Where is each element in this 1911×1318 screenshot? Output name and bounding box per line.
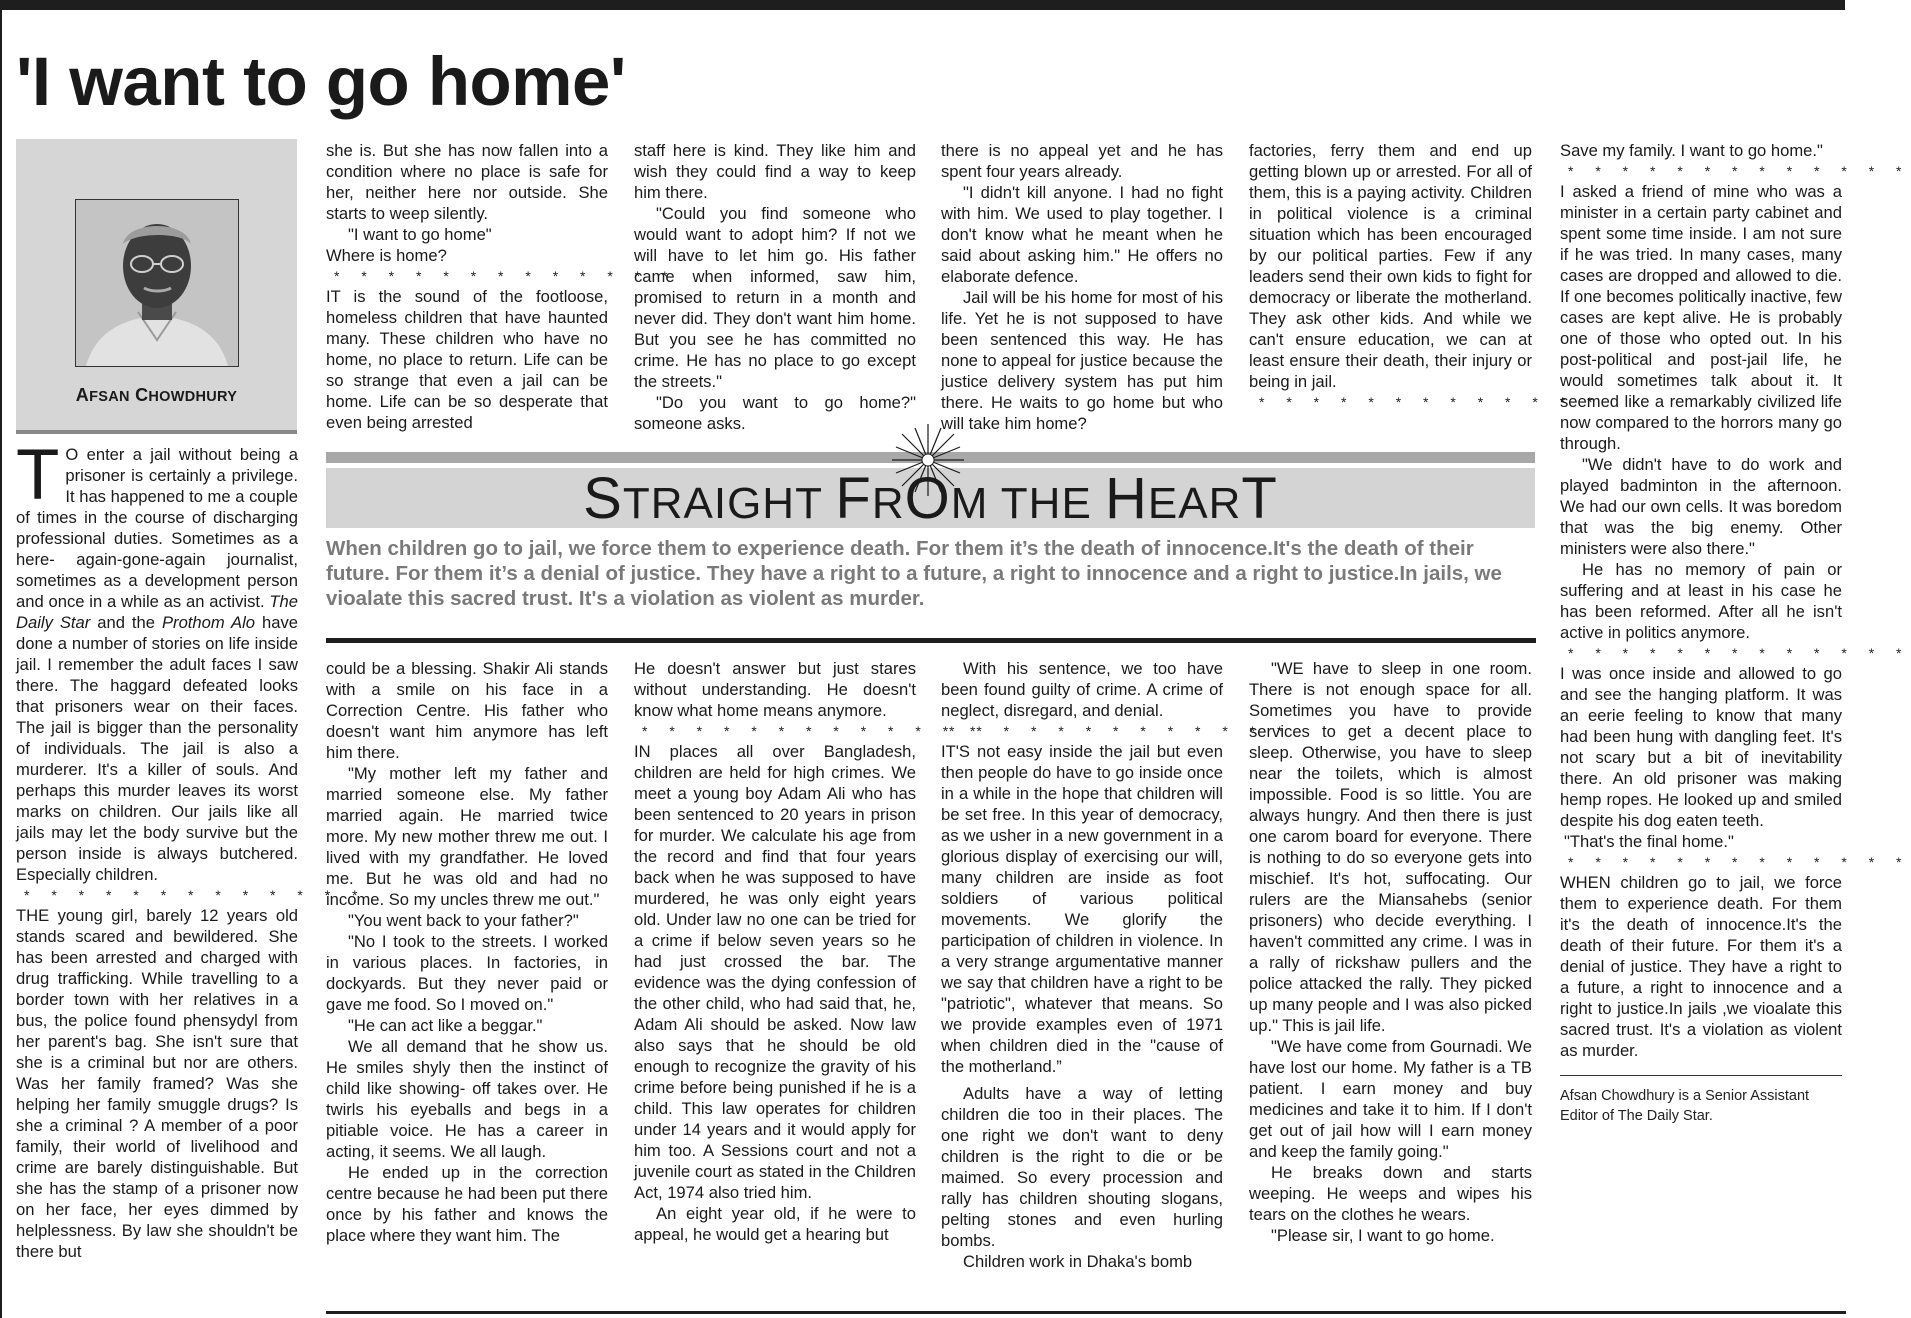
pull-quote-rule <box>326 638 1536 643</box>
paragraph: IT'S not easy inside the jail but even then people do have to go inside once in a while in the hope that children will be set free. In this year of democracy, as we usher in a new government in a glorious display of exercising our will, many children are inside as foot soldiers of various political movements. We glorify the participation of children in violence. In a very strange argumentative manner we say that children have a right to be "patriotic", whatever that means. So we provide examples even of 1971 when children died in the "cause of the motherland.” <box>941 742 1223 1076</box>
byline-rule <box>16 430 297 434</box>
byline-box <box>16 139 297 430</box>
author-portrait-illustration <box>76 200 238 366</box>
quote-line: "I want to go home" <box>348 225 492 244</box>
paragraph: An eight year old, if he were to appeal, he would get a hearing but <box>634 1204 916 1244</box>
paragraph: Where is home? <box>326 246 447 265</box>
paragraph: "That's the final home." <box>1564 832 1734 851</box>
section-divider: * * * * * * * * * * * * * <box>334 268 677 284</box>
column-4-top <box>941 140 1223 434</box>
paragraph: Jail will be his home for most of his life. Yet he is not supposed to have been sentenced this way. He has none to appeal for justice because the justice delivery system has put him there. He waits to go home but who will take him home? <box>941 288 1223 433</box>
paragraph: "You went back to your father?" <box>348 911 579 930</box>
section-divider: * * * * * * * * * * * * * <box>1568 645 1911 661</box>
bottom-rule <box>326 1311 1846 1314</box>
paragraph: staff here is kind. They like him and wish they could find a way to keep him there. <box>634 141 916 202</box>
paragraph: He ended up in the correction centre because he had been put there once by his father and knows the place where they want him. The <box>326 1163 608 1245</box>
paragraph: IT is the sound of the footloose, homeless children that have haunted many. These children who have no home, no place to return. Life can be so strange that even a jail can be home. Life can be so desperate that even being arrested <box>326 287 608 432</box>
column-5-top <box>1249 140 1602 412</box>
paragraph: Children work in Dhaka's bomb <box>963 1252 1193 1271</box>
paragraph: T O enter a jail without being a prisoner is certainly a privilege. It has happened to me a couple of times in the course of discharging professional duties. Sometimes as a here- again-gone-again journalist, sometimes as a development person and once in a while as an activist. The Daily Star and the Prothom Alo have done a number of stories on life inside jail. I remember the adult faces I saw there. The haggard defeated looks that prisoners wear on their faces. The jail is bigger than the personality of individuals. The jail is also a murderer. It's a killer of souls. And perhaps this murder leaves its worst marks on children. Our jails like all jails may let the body survive but the person inside is always butchered. Especially children. <box>16 436 298 884</box>
paragraph: He doesn't answer but just stares without understanding. He doesn't know what home means anymore. <box>634 659 916 720</box>
author-name: AFSAN CHOWDHURY <box>75 385 238 405</box>
paragraph: "We have come from Gournadi. We have lost our home. My father is a TB patient. I earn money and buy medicines and take it to him. If I don't get out of jail how will I earn money and keep the family going." <box>1249 1037 1532 1161</box>
column-1 <box>16 436 367 1262</box>
paragraph: Save my family. I want to go home." <box>1560 141 1823 160</box>
paragraph: "WE have to sleep in one room. There is not enough space for all. Sometimes you have to provide services to get a decent place to sleep. Otherwise, you have to sleep near the toilets, which is almost impossible. Food is so little. You are always hungry. And then there is just one carom board for everyone. There is nothing to do so everyone gets into mischief. It's hot, suffocating. Our rulers are the Miansahebs (senior prisoners) who decide everything. I haven't committed any crime. I was in a rally of rickshaw pullers and the police attacked the rally. They picked up many people and I was also picked up." This is jail life. <box>1249 659 1532 1035</box>
paragraph: factories, ferry them and end up getting blown up or arrested. For all of them, this is a paying activity. Children in political violence is a criminal situation which has been encouraged by our political parties. Few if any leaders send their own kids to fight for democracy or liberate the motherland. They ask other kids. And while we can't ensure education, we can at least ensure their death, their injury or being in jail. <box>1249 141 1532 391</box>
paragraph: I asked a friend of mine who was a minister in a certain party cabinet and spent some time inside. I am not sure if he was tried. In many cases, many cases are dropped and allowed to die. If one becomes politically inactive, few cases are kept alive. He is probably one of those who opted out. In his post-political and post-jail life, he would sometimes talk about it. It seemed like a remarkably civilized life now compared to the horrors many go through. <box>1560 182 1842 453</box>
paragraph: "No I took to the streets. I worked in various places. In factories, in dockyards. But they never paid or gave me food. So I moved on." <box>326 932 608 1014</box>
drop-cap: T <box>16 436 60 515</box>
paragraph: could be a blessing. Shakir Ali stands with a smile on his face in a Correction Centre. His father who doesn't want him anymore has left him there. <box>326 659 608 762</box>
publication-name: Prothom Alo <box>161 613 256 632</box>
paragraph: "He can act like a beggar." <box>348 1016 543 1035</box>
left-rule <box>0 0 2 1318</box>
paragraph: THE young girl, barely 12 years old stands scared and bewildered. She has been arrested and charged with drug trafficking. While travelling to a border town with her relatives in a bus, the police found phensydyl from her parent's bag. She isn't sure that she is a criminal but nor are others. Was her family framed? Was she helping her family smuggle drugs? Is she a criminal ? A member of a poor family, their world of livelihood and crime are barely distinguishable. But she has the stamp of a prisoner now on her face, her eyes dimmed by helplessness. By law she shouldn't be there but <box>16 906 298 1261</box>
author-photo <box>75 199 239 367</box>
author-note: Afsan Chowdhury is a Senior Assistant Editor of The Daily Star. <box>1560 1088 1810 1124</box>
paragraph: "My mother left my father and married someone else. My father married again. He married twice more. My new mother threw me out. I lived with my grandfather. He loved me. But he was old and had no income. So my uncles threw me out." <box>326 764 608 909</box>
paragraph: He has no memory of pain or suffering and at least in his case he has been reformed. After all he isn't active in politics anymore. <box>1560 560 1842 642</box>
paragraph: "Please sir, I want to go home. <box>1271 1226 1495 1245</box>
paragraph: We all demand that he show us. He smiles shyly then the instinct of child like showing- off takes over. He twirls his eyeballs and begs in a pitiable voice. He has a career in acting, it seems. We all laugh. <box>326 1037 608 1161</box>
paragraph: "We didn't have to do work and played badminton in the afternoon. We had our own cells. It was boredom that was the big enemy. Other ministers were also there." <box>1560 455 1842 558</box>
column-5-bottom <box>1249 658 1532 1246</box>
banner-title: STRAIGHT FROM THE HEART <box>583 466 1278 531</box>
paragraph: WHEN children go to jail, we force them to experience death. For them it's the death of innocence.It's the death of their future. For them it's a denial of justice. They have a right to a future, a right to innocence and a right to justice.In jails ,we vioalate this sacred trust. It's a violation as violent as murder. <box>1560 873 1842 1060</box>
paragraph: "Do you want to go home?" someone asks. <box>634 393 916 433</box>
section-divider: * * * * * * * * * * * * * <box>642 723 985 739</box>
column-2-bottom <box>326 658 608 1246</box>
paragraph: "Could you find someone who would want to adopt him? If not we will have to let him go. His father came when informed, saw him, promised to return in a month and never did. They don't want him home. But you see he has committed no crime. He has no place to go except the streets." <box>634 204 916 391</box>
paragraph: I was once inside and allowed to go and see the hanging platform. It was an eerie feeling to know that many had been hung with dangling feet. It's not scary but a bit of inevitability there. An old prisoner was making hemp ropes. He looked up and smiled despite his dog eaten teeth. <box>1560 664 1842 830</box>
paragraph: she is. But she has now fallen into a condition where no place is safe for her, neither here nor outside. She starts to weep silently. <box>326 141 608 223</box>
paragraph: IN places all over Bangladesh, children are held for high crimes. We meet a young boy Adam Ali who has been sentenced to 20 years in prison for murder. We calculate his age from the record and find that four years back when he was supposed to have murdered, he was only eight years old. Under law no one can be tried for a crime if below seven years so he had just crossed the bar. The evidence was the dying confession of the other child, who had said that, he, Adam Ali should be asked. Now law also says that he should be old enough to recognize the gravity of his crime before being punished if he is a child. This law operates for children under 14 years and it would apply for him too. A Sessions court and not a juvenile court as stated in the Children Act, 1974 also tried him. <box>634 742 916 1202</box>
pull-quote: When children go to jail, we force them to experience death. For them it’s the death of innocence.It's the death of their future. For them it’s a denial of justice. They have a right to a future, a right to innocence and a right to justice.In jails, we vioalate this sacred trust. It's a violation as violent as murder. <box>326 537 1502 610</box>
paragraph: there is no appeal yet and he has spent four years already. <box>941 141 1223 181</box>
starburst-icon <box>888 420 968 500</box>
paragraph: "I didn't kill anyone. I had no fight with him. We used to play together. I don't know what he meant when he said about asking him." He offers no elaborate defence. <box>941 183 1223 286</box>
column-6 <box>1560 140 1911 1126</box>
column-4-bottom <box>941 658 1292 1272</box>
paragraph: He breaks down and starts weeping. He weeps and wipes his tears on the clothes he wears. <box>1249 1163 1532 1224</box>
publication-name: The Daily Star <box>16 592 298 632</box>
paragraph: Adults have a way of letting children die too in their places. The one right we don't want to deny children is the right to die or be maimed. So every procession and rally has children shouting slogans, pelting stones and even hurling bombs. <box>941 1084 1223 1250</box>
author-note-rule <box>1560 1075 1842 1076</box>
section-divider: * * * * * * * * * * * * * <box>1259 394 1602 410</box>
top-rule <box>0 0 1845 10</box>
column-3-bottom <box>634 658 985 1245</box>
paragraph: With his sentence, we too have been found guilty of crime. A crime of neglect, disregard, and denial. <box>941 659 1223 720</box>
column-2-top <box>326 140 677 433</box>
headline: 'I want to go home' <box>16 43 626 120</box>
section-divider: * * * * * * * * * * * * * <box>24 887 367 903</box>
section-divider: * * * * * * * * * * * * * <box>1568 163 1911 179</box>
section-divider: * * * * * * * * * * * * * <box>1568 854 1911 870</box>
column-3-top <box>634 140 916 434</box>
section-divider: * * * * * * * * * * * * * <box>949 723 1292 739</box>
